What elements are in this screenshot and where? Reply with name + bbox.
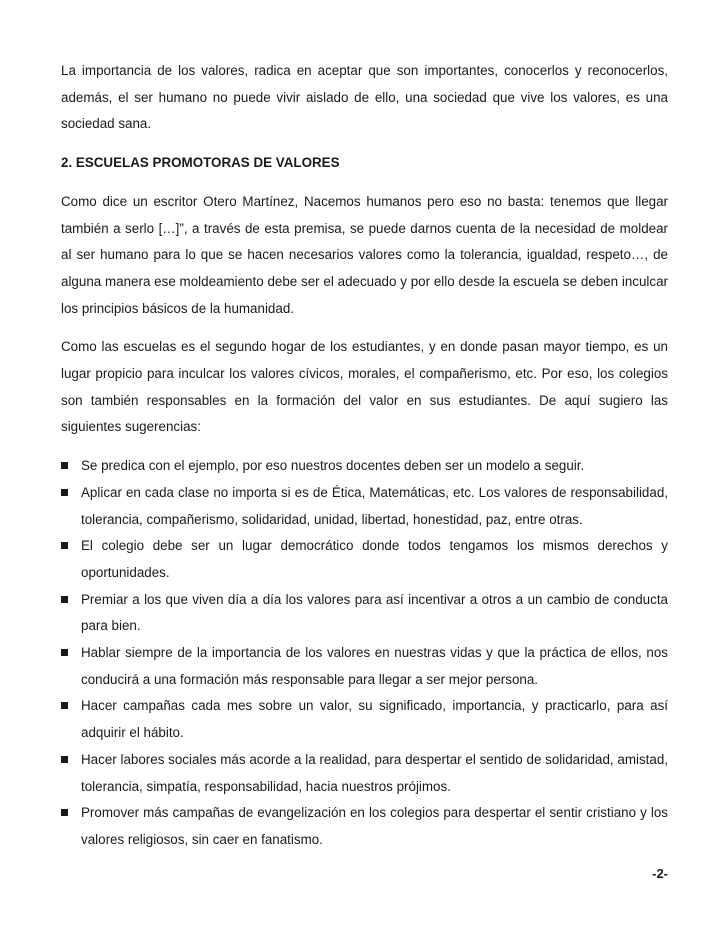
section-heading: 2. ESCUELAS PROMOTORAS DE VALORES	[61, 155, 340, 171]
list-item	[61, 480, 668, 533]
list-item	[61, 533, 668, 586]
page-number: -2-	[652, 866, 668, 881]
list-item-text: Promover más campañas de evangelización en los colegios para despertar el sentir cristiano y los valores religiosos, sin caer en fanatismo.	[81, 805, 668, 847]
suggestions-list	[61, 453, 668, 854]
square-bullet-icon	[61, 649, 68, 656]
square-bullet-icon	[61, 489, 68, 496]
list-item	[61, 747, 668, 800]
square-bullet-icon	[61, 756, 68, 763]
list-item	[61, 640, 668, 693]
section-paragraph-1: Como dice un escritor Otero Martínez, Nacemos humanos pero eso no basta: tenemos que llegar también a serlo […]”, a través de esta premisa, se puede darnos cuenta de la necesidad de moldear al ser humano para lo que se hacen necesarios valores como la tolerancia, igualdad, respeto…, de alguna manera ese moldeamiento debe ser el adecuado y por ello desde la escuela se deben inculcar los principios básicos de la humanidad.	[61, 193, 668, 316]
list-item-text: Hacer labores sociales más acorde a la realidad, para despertar el sentido de solidaridad, amistad, tolerancia, simpatía, responsabilidad, hacia nuestros prójimos.	[81, 751, 668, 794]
square-bullet-icon	[61, 542, 68, 549]
list-item-text: Hablar siempre de la importancia de los valores en nuestras vidas y que la práctica de ellos, nos conducirá a una formación más responsable para llegar a ser mejor persona.	[81, 645, 668, 687]
list-item-text: Se predica con el ejemplo, por eso nuestros docentes deben ser un modelo a seguir.	[81, 458, 585, 474]
intro-paragraph: La importancia de los valores, radica en aceptar que son importantes, conocerlos y reconocerlos, además, el ser humano no puede vivir aislado de ello, una sociedad que vive los valores, es una sociedad sana.	[61, 63, 668, 132]
list-item-text: Hacer campañas cada mes sobre un valor, su significado, importancia, y practicarlo, para así adquirir el hábito.	[81, 698, 668, 741]
list-item-text: Premiar a los que viven día a día los valores para así incentivar a otros a un cambio de conducta para bien.	[81, 591, 668, 634]
square-bullet-icon	[61, 702, 68, 709]
list-item-text: El colegio debe ser un lugar democrático donde todos tengamos los mismos derechos y oportunidades.	[81, 538, 668, 580]
list-item	[61, 453, 668, 480]
document-page	[61, 58, 668, 854]
section-paragraph-2: Como las escuelas es el segundo hogar de los estudiantes, y en donde pasan mayor tiempo, es un lugar propicio para inculcar los valores cívicos, morales, el compañerismo, etc. Por eso, los colegios son también responsables en la formación del valor en sus estudiantes. De aquí sugiero las siguientes sugerencias:	[61, 339, 668, 435]
list-item	[61, 587, 668, 640]
square-bullet-icon	[61, 596, 68, 603]
square-bullet-icon	[61, 462, 68, 469]
list-item	[61, 693, 668, 746]
square-bullet-icon	[61, 809, 68, 816]
list-item	[61, 800, 668, 853]
list-item-text: Aplicar en cada clase no importa si es de Ética, Matemáticas, etc. Los valores de responsabilidad, tolerancia, compañerismo, solidaridad, unidad, libertad, honestidad, paz, entre otras.	[81, 484, 668, 527]
